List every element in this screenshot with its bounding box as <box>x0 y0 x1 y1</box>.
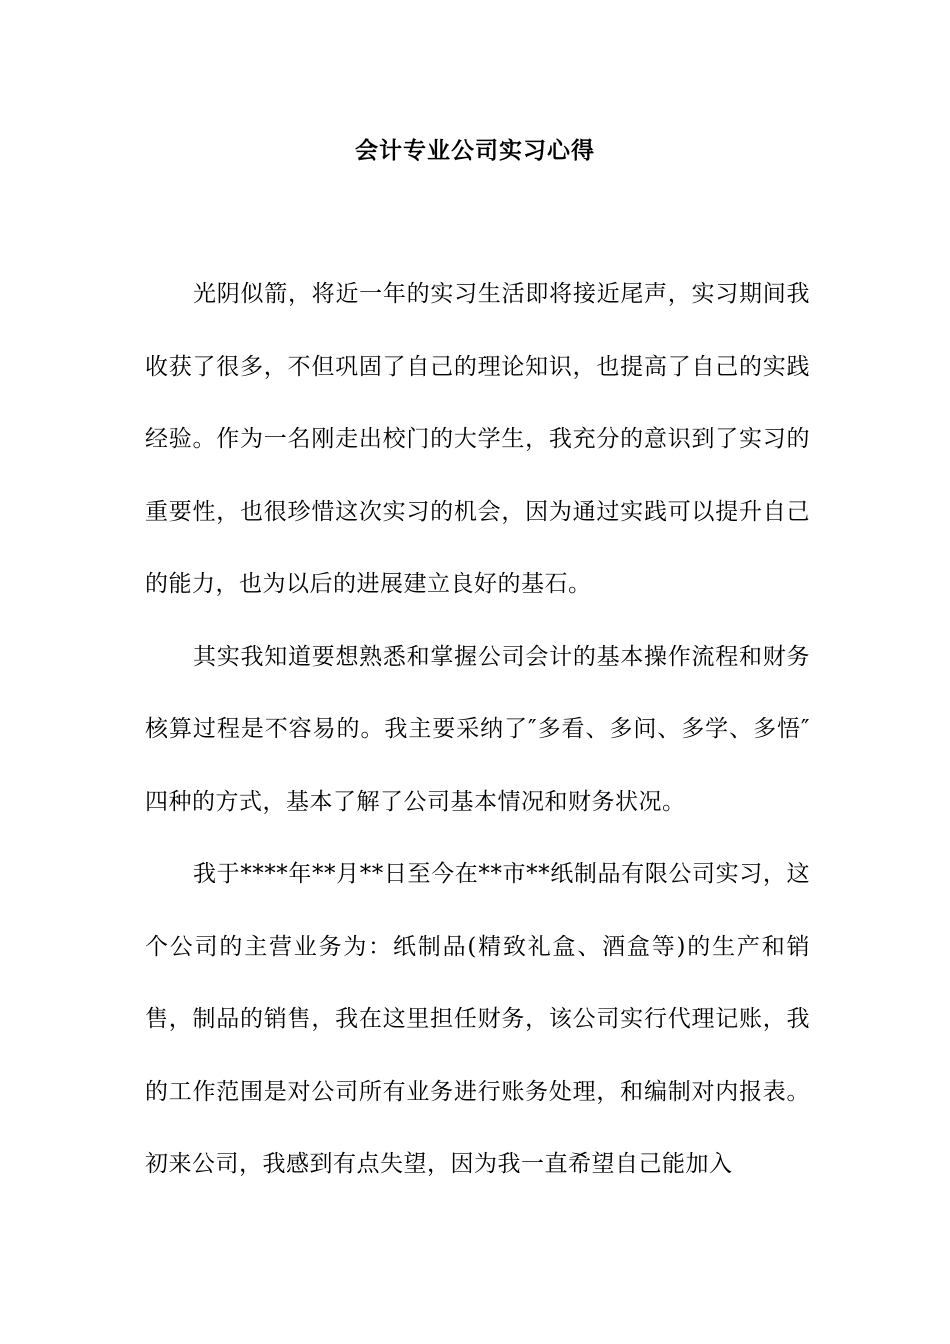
paragraph-3: 我于****年**月**日至今在**市**纸制品有限公司实习，这个公司的主营业务为：纸制品(精致礼盒、酒盒等)的生产和销售，制品的销售，我在这里担任财务，该公司实行代理记账，我的工作范围是对公司所有业务进行账务处理，和编制对内报表。初来公司，我感到有点失望，因为我一直希望自己能加入 <box>145 861 810 1177</box>
document-title: 会计专业公司实习心得 <box>355 138 595 164</box>
document-body <box>145 258 810 1201</box>
paragraph-1: 光阴似箭，将近一年的实习生活即将接近尾声，实习期间我收获了很多，不但巩固了自己的理论知识，也提高了自己的实践经验。作为一名刚走出校门的大学生，我充分的意识到了实习的重要性，也很珍惜这次实习的机会，因为通过实践可以提升自己的能力，也为以后的进展建立良好的基石。 <box>145 281 810 597</box>
paragraph-2: 其实我知道要想熟悉和掌握公司会计的基本操作流程和财务核算过程是不容易的。我主要采纳了″多看、多问、多学、多悟″四种的方式，基本了解了公司基本情况和财务状况。 <box>145 643 810 815</box>
